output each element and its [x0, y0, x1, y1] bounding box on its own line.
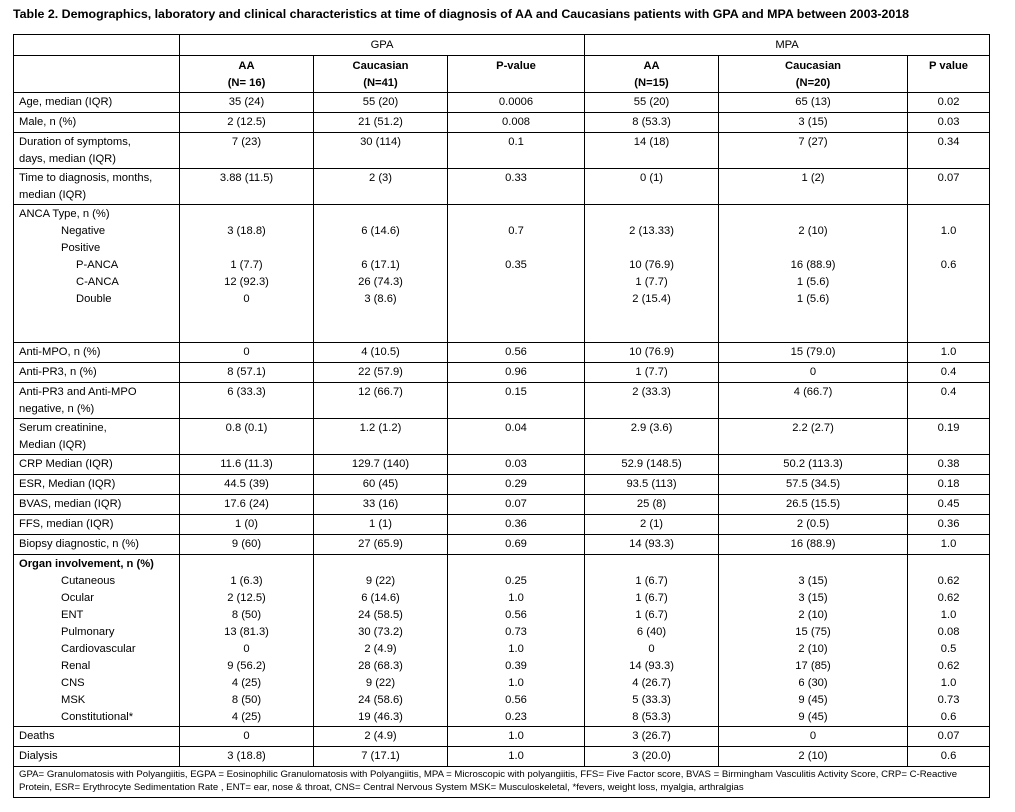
cell-line: 1.0: [508, 677, 524, 689]
mpa-p-value-cell: 0.45: [908, 495, 990, 515]
row-label: [14, 113, 180, 133]
gpa-caucasian-cell: 60 (45): [314, 475, 448, 495]
label-header-cell: [14, 56, 180, 93]
cell-line: Deaths: [19, 730, 55, 742]
gpa-aa-cell: 1 (0): [180, 515, 314, 535]
gpa-caucasian-cell: 129.7 (140): [314, 455, 448, 475]
table-row: [14, 383, 990, 419]
cell-line: AA: [643, 60, 660, 72]
row-label: [14, 383, 180, 419]
table-row: [14, 363, 990, 383]
gpa-aa-cell: 0: [180, 727, 314, 747]
cell-line: 0.25: [505, 575, 527, 587]
cell-line: 3 (18.8): [227, 225, 266, 237]
anca-label-line: ANCA Type, n (%): [19, 208, 110, 220]
mpa-caucasian-header: [719, 56, 908, 93]
cell-line: Male, n (%): [19, 116, 77, 128]
gpa-caucasian-cell: 7 (17.1): [314, 747, 448, 767]
cell-line: 0.56: [505, 694, 527, 706]
cell-line: 9 (22): [365, 677, 396, 689]
mpa-p-value-cell: 0.03: [908, 113, 990, 133]
cell-line: 26 (74.3): [358, 276, 403, 288]
cell-line: 15 (75): [795, 626, 831, 638]
cell-line: 4 (26.7): [632, 677, 671, 689]
cell-line: 0: [243, 293, 250, 305]
gpa-aa-cell: 0.8 (0.1): [180, 419, 314, 455]
cell-line: ESR, Median (IQR): [19, 478, 116, 490]
cell-line: [908, 240, 989, 257]
mpa-caucasian-cell: 2 (10): [719, 747, 908, 767]
table-row: [14, 133, 990, 169]
cell-line: 8 (50): [231, 609, 262, 621]
cell-line: 24 (58.6): [358, 694, 403, 706]
row-label: [14, 169, 180, 205]
mpa-p-value-cell: 0.38: [908, 455, 990, 475]
gpa-aa-cell: 3 (18.8): [180, 747, 314, 767]
gpa-p-value-cell: 0.1: [448, 133, 585, 169]
cell-line: 9 (45): [798, 711, 828, 723]
cell-line: [908, 274, 989, 291]
cell-line: Dialysis: [19, 750, 58, 762]
gpa-p-value-cell: 0.69: [448, 535, 585, 555]
gpa-p-value-cell: 0.0006: [448, 93, 585, 113]
cell-line: days, median (IQR): [19, 153, 116, 165]
cell-line: [585, 240, 718, 257]
cell-line: 4 (25): [231, 711, 262, 723]
organ-item-label: Ocular: [61, 592, 94, 604]
cell-line: 9 (56.2): [227, 660, 266, 672]
cell-line: 0.62: [937, 575, 960, 587]
mpa-p-value-cell: 0.19: [908, 419, 990, 455]
cell-line: 19 (46.3): [358, 711, 403, 723]
cell-line: Time to diagnosis, months,: [19, 172, 153, 184]
cell-line: BVAS, median (IQR): [19, 498, 122, 510]
table-row: [14, 93, 990, 113]
mpa-caucasian-cell: 16 (88.9): [719, 535, 908, 555]
mpa-aa-cell: 1 (7.7): [585, 363, 719, 383]
mpa-aa-header: [585, 56, 719, 93]
table-row: [14, 727, 990, 747]
organ-item-label: Constitutional*: [61, 711, 134, 723]
gpa-caucasian-cell: 33 (16): [314, 495, 448, 515]
table-row: [14, 535, 990, 555]
cell-line: Caucasian: [352, 60, 409, 72]
mpa-aa-cell: 14 (93.3): [585, 535, 719, 555]
cell-line: 8 (53.3): [632, 711, 671, 723]
gpa-aa-cell: 6 (33.3): [180, 383, 314, 419]
cell-line: 1.0: [940, 225, 957, 237]
mpa-p-value-header: [908, 56, 990, 93]
gpa-aa-cell: 3.88 (11.5): [180, 169, 314, 205]
gpa-caucasian-header: [314, 56, 448, 93]
gpa-aa-cell: 0: [180, 343, 314, 363]
gpa-p-value-cell: 1.0: [448, 747, 585, 767]
gpa-caucasian-cell: 30 (114): [314, 133, 448, 169]
organ-item-label: Pulmonary: [61, 626, 115, 638]
cell-line: 3 (15): [798, 575, 828, 587]
organ-item-label: Cutaneous: [61, 575, 116, 587]
cell-line: 0.35: [505, 259, 527, 271]
mpa-p-value-cell: 0.02: [908, 93, 990, 113]
cell-line: [448, 240, 584, 257]
mpa-aa-cell: 14 (18): [585, 133, 719, 169]
gpa-aa-cell: 8 (57.1): [180, 363, 314, 383]
cell-line: 0.6: [940, 259, 957, 271]
gpa-p-value-cell: 0.07: [448, 495, 585, 515]
anca-label-line: Positive: [61, 242, 101, 254]
anca-label-line: C-ANCA: [76, 276, 119, 288]
table-row: [14, 343, 990, 363]
mpa-aa-cell: 8 (53.3): [585, 113, 719, 133]
anca-type-row: [14, 205, 990, 343]
gpa-caucasian-cell: 2 (3): [314, 169, 448, 205]
mpa-p-value-cell: 1.0: [908, 343, 990, 363]
cell-line: 10 (76.9): [629, 259, 674, 271]
mpa-aa-cell: 52.9 (148.5): [585, 455, 719, 475]
corner-cell: [14, 35, 180, 56]
gpa-caucasian-cell: 27 (65.9): [314, 535, 448, 555]
cell-line: (N=41): [363, 77, 398, 89]
cell-line: 0.7: [508, 225, 524, 237]
mpa-aa-cell: 3 (20.0): [585, 747, 719, 767]
cell-line: 0: [648, 643, 655, 655]
mpa-aa-cell: 2 (1): [585, 515, 719, 535]
cell-line: 2 (10): [798, 643, 828, 655]
organ-item-label: ENT: [61, 609, 84, 621]
mpa-caucasian-cell: 2.2 (2.7): [719, 419, 908, 455]
cell-line: 1.0: [508, 592, 524, 604]
cell-line: 0.56: [505, 609, 527, 621]
mpa-caucasian-cell: 2 (0.5): [719, 515, 908, 535]
cell-line: Anti-PR3, n (%): [19, 366, 97, 378]
cell-line: 6 (40): [636, 626, 667, 638]
row-label: [14, 419, 180, 455]
table-row: [14, 419, 990, 455]
row-label: [14, 475, 180, 495]
gpa-p-value-cell: 0.03: [448, 455, 585, 475]
mpa-p-value-anca-cell: [908, 205, 990, 343]
cell-line: [719, 240, 907, 257]
gpa-aa-cell: 11.6 (11.3): [180, 455, 314, 475]
cell-line: median (IQR): [19, 189, 87, 201]
gpa-caucasian-organ-cell: [314, 555, 448, 727]
cell-line: negative, n (%): [19, 403, 95, 415]
gpa-aa-cell: 17.6 (24): [180, 495, 314, 515]
gpa-caucasian-cell: 22 (57.9): [314, 363, 448, 383]
gpa-caucasian-cell: 1 (1): [314, 515, 448, 535]
cell-line: 28 (68.3): [358, 660, 403, 672]
cell-line: 0.73: [937, 694, 960, 706]
table-row: [14, 475, 990, 495]
mpa-caucasian-cell: 1 (2): [719, 169, 908, 205]
organ-item-label: MSK: [61, 694, 86, 706]
table-body: [14, 56, 990, 798]
cell-line: 0: [243, 643, 250, 655]
cell-line: P value: [929, 60, 969, 72]
cell-line: 30 (73.2): [358, 626, 403, 638]
gpa-p-value-cell: 0.33: [448, 169, 585, 205]
cell-line: Duration of symptoms,: [19, 136, 131, 148]
mpa-aa-cell: 25 (8): [585, 495, 719, 515]
mpa-caucasian-cell: 3 (15): [719, 113, 908, 133]
gpa-aa-cell: 9 (60): [180, 535, 314, 555]
cell-line: [448, 291, 584, 308]
cell-line: 9 (22): [365, 575, 396, 587]
organ-label: [14, 555, 180, 727]
anca-label-line: Negative: [61, 225, 106, 237]
cell-line: 3 (15): [798, 592, 828, 604]
table-row: [14, 495, 990, 515]
cell-line: 1 (6.7): [635, 592, 668, 604]
row-label: [14, 343, 180, 363]
cell-line: CRP Median (IQR): [19, 458, 113, 470]
gpa-caucasian-cell: 21 (51.2): [314, 113, 448, 133]
cell-line: Anti-PR3 and Anti-MPO: [19, 386, 137, 398]
organ-title: Organ involvement, n (%): [19, 558, 154, 570]
gpa-p-value-cell: 1.0: [448, 727, 585, 747]
cell-line: 2 (13.33): [629, 225, 674, 237]
cell-line: 2 (15.4): [632, 293, 671, 305]
gpa-p-value-cell: 0.008: [448, 113, 585, 133]
mpa-p-value-cell: 0.07: [908, 169, 990, 205]
cell-line: 0.73: [505, 626, 527, 638]
cell-line: 16 (88.9): [790, 259, 836, 271]
gpa-p-value-cell: 0.15: [448, 383, 585, 419]
cell-line: 6 (14.6): [361, 592, 400, 604]
mpa-p-value-cell: 0.4: [908, 383, 990, 419]
cell-line: 2 (10): [798, 225, 828, 237]
cell-line: 13 (81.3): [224, 626, 269, 638]
cell-line: 0.5: [940, 643, 957, 655]
mpa-aa-organ-cell: [585, 555, 719, 727]
cell-line: Median (IQR): [19, 439, 87, 451]
mpa-aa-cell: 2.9 (3.6): [585, 419, 719, 455]
table-row: [14, 747, 990, 767]
row-label: [14, 455, 180, 475]
mpa-p-value-cell: 0.18: [908, 475, 990, 495]
gpa-group-header: GPA: [180, 35, 585, 56]
cell-line: (N=20): [795, 77, 831, 89]
gpa-p-value-cell: 0.96: [448, 363, 585, 383]
mpa-p-value-cell: 0.36: [908, 515, 990, 535]
mpa-p-value-cell: 0.4: [908, 363, 990, 383]
row-label: [14, 495, 180, 515]
gpa-caucasian-cell: 4 (10.5): [314, 343, 448, 363]
gpa-p-value-cell: 0.29: [448, 475, 585, 495]
cell-line: 2 (4.9): [364, 643, 397, 655]
cell-line: 1 (5.6): [796, 293, 830, 305]
cell-line: 0.6: [940, 711, 957, 723]
cell-line: 1.0: [940, 609, 957, 621]
row-label: [14, 747, 180, 767]
mpa-p-value-cell: 0.07: [908, 727, 990, 747]
cell-line: 1 (5.6): [796, 276, 830, 288]
mpa-caucasian-cell: 0: [719, 727, 908, 747]
cell-line: 1.0: [940, 677, 957, 689]
cell-line: (N=15): [634, 77, 669, 89]
cell-line: 0.39: [505, 660, 527, 672]
cell-line: 24 (58.5): [358, 609, 403, 621]
gpa-aa-cell: 2 (12.5): [180, 113, 314, 133]
cell-line: 1 (7.7): [635, 276, 668, 288]
cell-line: [314, 240, 447, 257]
mpa-caucasian-cell: 26.5 (15.5): [719, 495, 908, 515]
mpa-aa-cell: 2 (33.3): [585, 383, 719, 419]
gpa-aa-anca-cell: [180, 205, 314, 343]
mpa-caucasian-cell: 65 (13): [719, 93, 908, 113]
cell-line: 6 (14.6): [361, 225, 400, 237]
cell-line: 9 (45): [798, 694, 828, 706]
gpa-caucasian-cell: 2 (4.9): [314, 727, 448, 747]
cell-line: 8 (50): [231, 694, 262, 706]
mpa-caucasian-cell: 7 (27): [719, 133, 908, 169]
cell-line: Biopsy diagnostic, n (%): [19, 538, 140, 550]
mpa-aa-cell: 3 (26.7): [585, 727, 719, 747]
gpa-p-value-cell: 0.04: [448, 419, 585, 455]
gpa-aa-organ-cell: [180, 555, 314, 727]
mpa-aa-cell: 93.5 (113): [585, 475, 719, 495]
mpa-p-value-cell: 0.34: [908, 133, 990, 169]
mpa-caucasian-cell: 57.5 (34.5): [719, 475, 908, 495]
gpa-p-value-organ-cell: [448, 555, 585, 727]
gpa-caucasian-anca-cell: [314, 205, 448, 343]
table-title: Table 2. Demographics, laboratory and clinical characteristics at time of diagnosis of AA and Caucasians patients with GPA and MPA between 2003-2018: [13, 7, 910, 21]
cell-line: Age, median (IQR): [19, 96, 113, 108]
cell-line: 1 (6.7): [635, 609, 668, 621]
cell-line: 0.62: [937, 660, 960, 672]
gpa-aa-cell: 35 (24): [180, 93, 314, 113]
organ-item-label: Cardiovascular: [61, 643, 136, 655]
gpa-aa-cell: 44.5 (39): [180, 475, 314, 495]
cell-line: 17 (85): [795, 660, 831, 672]
mpa-aa-anca-cell: [585, 205, 719, 343]
cell-line: P-value: [496, 60, 536, 72]
cell-line: FFS, median (IQR): [19, 518, 114, 530]
mpa-caucasian-cell: 0: [719, 363, 908, 383]
cell-line: [908, 291, 989, 308]
mpa-p-value-organ-cell: [908, 555, 990, 727]
organ-item-label: Renal: [61, 660, 91, 672]
mpa-p-value-cell: 1.0: [908, 535, 990, 555]
cell-line: 3 (8.6): [364, 293, 397, 305]
anca-type-label: [14, 205, 180, 343]
anca-label-line: P-ANCA: [76, 259, 119, 271]
footnote: GPA= Granulomatosis with Polyangiitis, EGPA = Eosinophilic Granulomatosis with Polyangiitis, MPA = Microscopic with polyangiitis, FFS= Five Factor score, BVAS = Birmingham Vasculitis Activity Score, CRP= C-Reactive Protein, ESR= Erythrocyte Sedimentation Rate , ENT= ear, nose & throat, CNS= Central Nervous System MSK= Musculoskeletal, *fevers, weight loss, myalgia, arthralgias: [14, 767, 990, 798]
cell-line: [180, 240, 313, 257]
cell-line: 1 (6.3): [230, 575, 263, 587]
cell-line: 2 (12.5): [227, 592, 266, 604]
cell-line: [448, 274, 584, 291]
organ-involvement-row: [14, 555, 990, 727]
demographics-table: [13, 34, 990, 798]
table-row: [14, 169, 990, 205]
cell-line: 4 (25): [231, 677, 262, 689]
table-row: [14, 455, 990, 475]
gpa-caucasian-cell: 1.2 (1.2): [314, 419, 448, 455]
cell-line: 1 (7.7): [230, 259, 263, 271]
mpa-group-header: MPA: [585, 35, 990, 56]
cell-line: 0.62: [937, 592, 960, 604]
footnote-row: [14, 767, 990, 798]
cell-line: 2 (10): [798, 609, 828, 621]
mpa-caucasian-anca-cell: [719, 205, 908, 343]
gpa-aa-cell: 7 (23): [180, 133, 314, 169]
cell-line: Anti-MPO, n (%): [19, 346, 101, 358]
mpa-aa-cell: 10 (76.9): [585, 343, 719, 363]
cell-line: 6 (17.1): [361, 259, 400, 271]
cell-line: 12 (92.3): [224, 276, 269, 288]
cell-line: (N= 16): [227, 77, 266, 89]
cell-line: 0.08: [937, 626, 960, 638]
row-label: [14, 515, 180, 535]
row-label: [14, 93, 180, 113]
gpa-p-value-header: [448, 56, 585, 93]
organ-item-label: CNS: [61, 677, 85, 689]
cell-line: 5 (33.3): [632, 694, 671, 706]
mpa-aa-cell: 0 (1): [585, 169, 719, 205]
mpa-caucasian-cell: 50.2 (113.3): [719, 455, 908, 475]
cell-line: 1.0: [508, 643, 524, 655]
cell-line: 0.23: [505, 711, 527, 723]
gpa-caucasian-cell: 55 (20): [314, 93, 448, 113]
cell-line: Serum creatinine,: [19, 422, 107, 434]
cell-line: 6 (30): [798, 677, 828, 689]
cell-line: AA: [238, 60, 255, 72]
cell-line: Caucasian: [785, 60, 842, 72]
gpa-aa-header: [180, 56, 314, 93]
table-row: [14, 515, 990, 535]
subheader-row: [14, 56, 990, 93]
gpa-p-value-cell: 0.36: [448, 515, 585, 535]
row-label: [14, 363, 180, 383]
table-row: [14, 113, 990, 133]
mpa-caucasian-cell: 15 (79.0): [719, 343, 908, 363]
mpa-aa-cell: 55 (20): [585, 93, 719, 113]
row-label: [14, 727, 180, 747]
anca-label-line: Double: [76, 293, 112, 305]
gpa-p-value-anca-cell: [448, 205, 585, 343]
row-label: [14, 133, 180, 169]
mpa-p-value-cell: 0.6: [908, 747, 990, 767]
mpa-caucasian-organ-cell: [719, 555, 908, 727]
mpa-caucasian-cell: 4 (66.7): [719, 383, 908, 419]
gpa-p-value-cell: 0.56: [448, 343, 585, 363]
gpa-caucasian-cell: 12 (66.7): [314, 383, 448, 419]
row-label: [14, 535, 180, 555]
cell-line: 1 (6.7): [635, 575, 668, 587]
cell-line: 14 (93.3): [629, 660, 674, 672]
